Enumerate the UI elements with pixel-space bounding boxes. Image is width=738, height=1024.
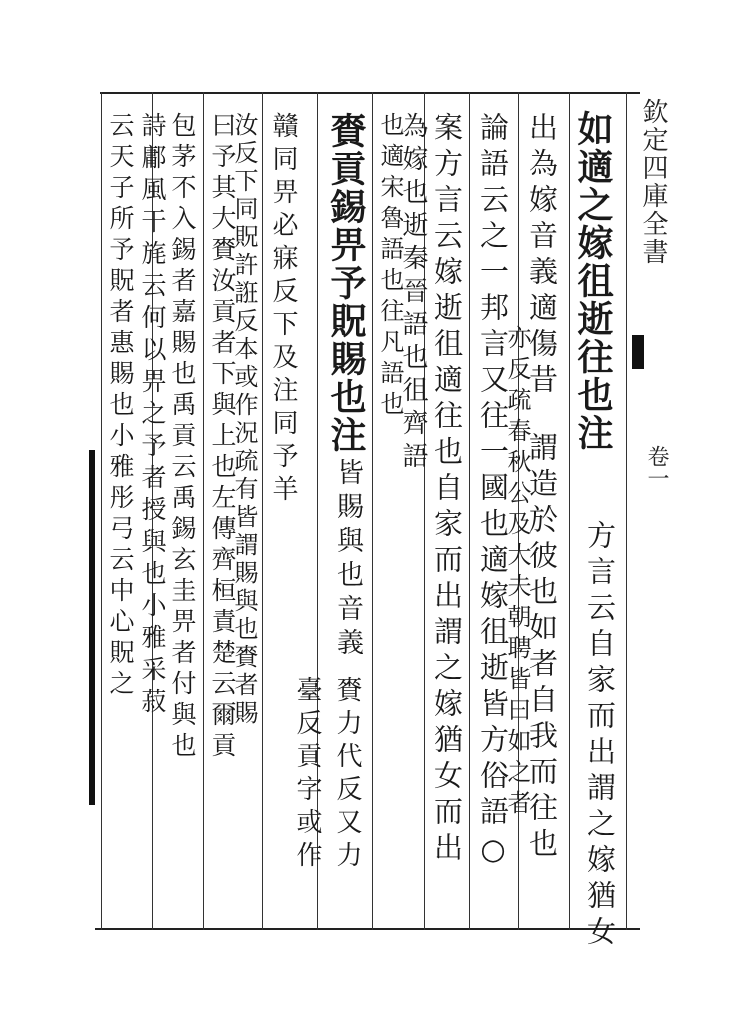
note-column: 包茅不入錫者嘉賜也禹貢云禹錫玄圭畀者付與也	[168, 112, 197, 763]
fishtail-mark	[632, 335, 644, 369]
headword-column: 如適之嫁徂逝往也注	[572, 110, 614, 452]
note-column: 亦反疏春秋公及大夫朝聘皆曰如之者	[503, 325, 531, 821]
column-divider	[262, 92, 263, 930]
note-column: 云天子所予貺者惠賜也小雅彤弓云中心貺之	[106, 112, 135, 701]
note-column: 為嫁也逝秦晉語也徂齊語	[398, 112, 428, 475]
note-column: 謂造於彼也如者自我而往也	[525, 432, 559, 864]
note-column: 汝反下同貺許誑反本或作況疏有皆謂賜與也賚者賜	[230, 112, 258, 728]
column-divider	[569, 92, 570, 930]
column-divider	[469, 92, 470, 930]
headword-column: 賚貢錫畀予貺賜也注	[325, 112, 367, 454]
right-frame-line	[626, 92, 627, 930]
note-column: 詩鄘風干旄云何以畀之予者授與也小雅采菽	[138, 112, 167, 720]
left-frame-line	[101, 92, 102, 930]
margin-title: 欽定四庫全書	[638, 98, 668, 266]
note-column: 皆賜與也音義	[332, 458, 363, 662]
column-divider	[372, 92, 373, 930]
note-column: 臺反貢字或作	[292, 676, 322, 874]
note-column: 曰予其大賚汝貢者下與上也左傳齊桓責楚云爾貢	[208, 112, 237, 763]
note-column: 贛同畀必寐反下及注同予羊	[268, 112, 298, 508]
note-column: 出為嫁音義適傷昔	[525, 112, 559, 400]
note-column: 案方言云嫁逝徂適往也自家而出謂之嫁猶女而出	[430, 112, 464, 868]
column-divider	[203, 92, 204, 930]
note-column: 論語云之一邦言又往一國也適嫁徂逝皆方俗語○	[476, 112, 510, 873]
note-column: 賚力代反又力	[332, 676, 362, 874]
juan-label: 卷一	[644, 445, 669, 489]
note-column: 也適宋魯語也往凡語也	[376, 112, 404, 422]
bottom-border	[95, 928, 640, 930]
note-column: 方言云自家而出謂之嫁猶女	[583, 520, 617, 952]
top-border	[100, 92, 640, 94]
left-margin-bar	[89, 450, 95, 805]
